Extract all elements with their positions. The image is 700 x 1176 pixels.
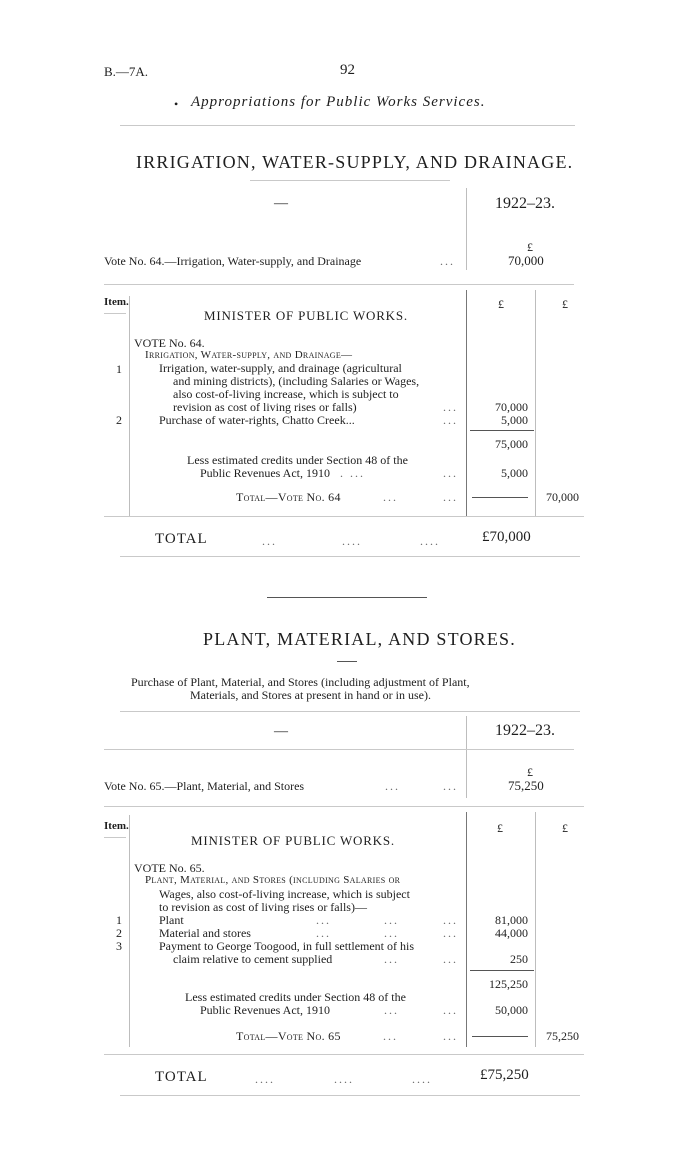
item-dots: ... [316, 926, 331, 940]
item-text-line: Purchase of water-rights, Chatto Creek... [159, 413, 355, 427]
total-vote-dash [472, 1036, 528, 1037]
item-column-rule [129, 296, 130, 516]
financial-year: 1922–23. [495, 722, 555, 739]
subtotal-rule [470, 430, 534, 431]
header-rule [120, 125, 575, 126]
amount-column-rule [466, 812, 467, 1047]
grand-total-label: TOTAL [155, 531, 208, 547]
column-rule [466, 716, 467, 798]
total-vote-dash [472, 497, 528, 498]
vote-amount: 70,000 [508, 253, 544, 268]
year-dash: — [274, 724, 288, 739]
vote-rule [104, 284, 574, 285]
less-credits-line: Public Revenues Act, 1910 [200, 466, 330, 480]
less-dots: ... [384, 1003, 399, 1017]
item-dots: ... [384, 913, 399, 927]
grand-dots: .... [412, 1072, 432, 1086]
grand-dots: .... [342, 534, 362, 548]
item-text-line: Plant [159, 913, 184, 927]
running-title: Appropriations for Public Works Services. [191, 94, 486, 110]
item-text-line: Irrigation, water-supply, and drainage (agricultural [159, 361, 402, 375]
item-label-rule [104, 313, 126, 314]
year-rule [104, 749, 574, 750]
less-dots: ... [443, 1003, 458, 1017]
item-text-line: and mining districts), (including Salaries or Wages, [173, 374, 420, 388]
pound-sign: £ [527, 240, 533, 254]
item-dots: ... [384, 952, 399, 966]
less-credits-line: Less estimated credits under Section 48 of the [185, 990, 406, 1004]
vote-heading: Plant, Material, and Stores (including Salaries or [145, 874, 401, 886]
table-bottom-rule [104, 516, 584, 517]
vote-amount: 75,250 [508, 778, 544, 793]
col1-pound: £ [498, 297, 504, 311]
less-amount: 5,000 [501, 466, 528, 480]
vote-dots: ... [385, 779, 400, 793]
title-rule [250, 180, 450, 181]
minister-heading: MINISTER OF PUBLIC WORKS. [191, 833, 395, 848]
vote-number: VOTE No. 64. [134, 336, 205, 350]
minister-heading: MINISTER OF PUBLIC WORKS. [204, 308, 408, 323]
section-title: IRRIGATION, WATER-SUPPLY, AND DRAINAGE. [136, 152, 574, 172]
item-label: Item. [104, 296, 129, 308]
item-text-line: Payment to George Toogood, in full settlement of his [159, 939, 415, 953]
section-end-rule [120, 556, 580, 557]
item-dots: ... [443, 413, 458, 427]
less-dots: . ... [340, 466, 365, 480]
grand-total-amount: £70,000 [482, 529, 531, 545]
vote-heading: Irrigation, Water-supply, and Drainage— [145, 349, 353, 361]
total-vote-dots: ... [443, 490, 458, 504]
section-end-rule [120, 1095, 580, 1096]
subtotal-amount: 125,250 [489, 977, 528, 991]
section-subtitle: Materials, and Stores at present in hand or in use). [190, 688, 431, 702]
amount-column-rule [466, 290, 467, 516]
col2-pound: £ [562, 297, 568, 311]
item-text-line: revision as cost of living rises or falls) [173, 400, 357, 414]
vote-number: VOTE No. 65. [134, 861, 205, 875]
total-vote-label: Total—Vote No. 64 [236, 490, 341, 504]
grand-dots: .... [420, 534, 440, 548]
total-vote-amount: 75,250 [546, 1029, 579, 1043]
total-vote-amount: 70,000 [546, 490, 579, 504]
item-dots: ... [443, 913, 458, 927]
item-dots: ... [384, 926, 399, 940]
vote-dots: ... [440, 254, 455, 268]
section-separator [267, 597, 427, 598]
page-number: 92 [340, 62, 355, 78]
total-vote-dots: ... [443, 1029, 458, 1043]
item-amount: 5,000 [501, 413, 528, 427]
vote-line: Vote No. 65.—Plant, Material, and Stores [104, 779, 305, 793]
item-dots: ... [316, 913, 331, 927]
total-vote-dots: ... [383, 1029, 398, 1043]
less-credits-line: Public Revenues Act, 1910 [200, 1003, 330, 1017]
document-reference: B.—7A. [104, 64, 149, 79]
grand-dots: .... [334, 1072, 354, 1086]
col2-pound: £ [562, 821, 568, 835]
col1-pound: £ [497, 821, 503, 835]
less-dots: ... [443, 466, 458, 480]
item-amount: 44,000 [495, 926, 528, 940]
vote-heading: to revision as cost of living rises or falls)— [159, 900, 367, 914]
item-number: 3 [116, 939, 122, 953]
item-column-rule [129, 815, 130, 1047]
item-number: 1 [116, 362, 122, 376]
subtotal-rule [470, 970, 534, 971]
less-amount: 50,000 [495, 1003, 528, 1017]
vote-line: Vote No. 64.—Irrigation, Water-supply, and Drainage [104, 254, 362, 268]
item-dots: ... [443, 926, 458, 940]
section-title: PLANT, MATERIAL, AND STORES. [203, 629, 516, 649]
item-number: 1 [116, 913, 122, 927]
title-dash [337, 661, 357, 662]
item-amount: 250 [510, 952, 528, 966]
vote-rule [104, 806, 584, 807]
bullet-mark: • [174, 97, 179, 111]
item-amount: 70,000 [495, 400, 528, 414]
grand-total-label: TOTAL [155, 1069, 208, 1085]
section-subtitle: Purchase of Plant, Material, and Stores (including adjustment of Plant, [131, 675, 470, 689]
item-text-line: also cost-of-living increase, which is subject to [173, 387, 399, 401]
item-text-line: Material and stores [159, 926, 251, 940]
total-vote-dots: ... [383, 490, 398, 504]
subtitle-rule [120, 711, 580, 712]
item-amount: 81,000 [495, 913, 528, 927]
total-column-rule [535, 290, 536, 516]
item-dots: ... [443, 400, 458, 414]
grand-dots: ... [262, 534, 277, 548]
vote-dots: ... [443, 779, 458, 793]
year-dash: — [274, 196, 288, 211]
total-vote-label: Total—Vote No. 65 [236, 1029, 341, 1043]
financial-year: 1922–23. [495, 195, 555, 212]
vote-heading: Wages, also cost-of-living increase, which is subject [159, 887, 410, 901]
item-number: 2 [116, 926, 122, 940]
pound-sign: £ [527, 765, 533, 779]
item-number: 2 [116, 413, 122, 427]
total-column-rule [535, 812, 536, 1047]
less-credits-line: Less estimated credits under Section 48 of the [187, 453, 408, 467]
grand-total-amount: £75,250 [480, 1067, 529, 1083]
item-dots: ... [443, 952, 458, 966]
grand-dots: .... [255, 1072, 275, 1086]
column-rule [466, 188, 467, 270]
item-text-line: claim relative to cement supplied [173, 952, 333, 966]
subtotal-amount: 75,000 [495, 437, 528, 451]
item-label: Item. [104, 820, 129, 832]
item-label-rule [104, 837, 126, 838]
table-bottom-rule [104, 1054, 584, 1055]
